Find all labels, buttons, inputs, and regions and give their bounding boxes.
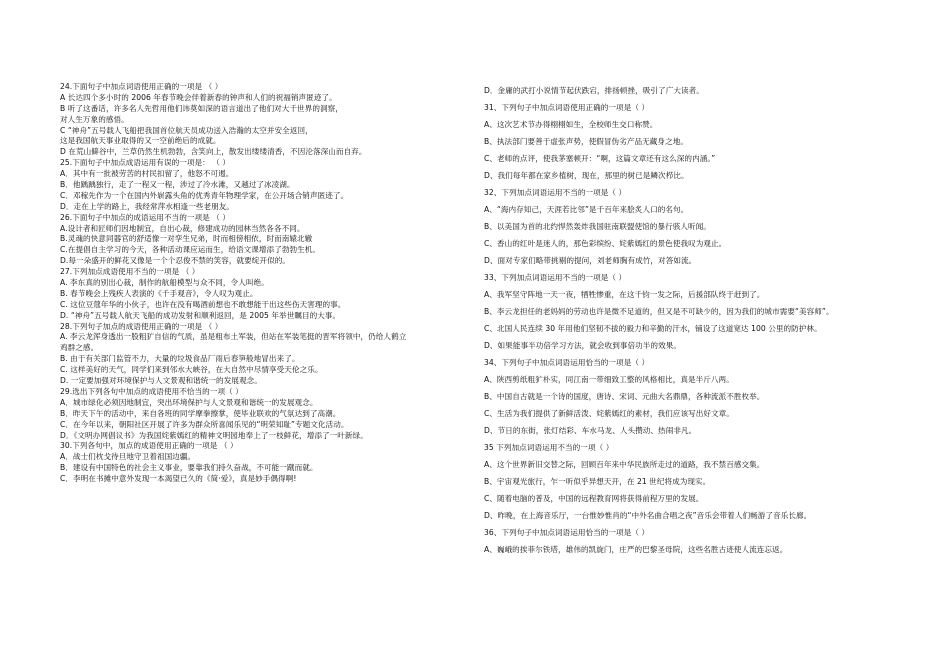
text-line: B.灵魂的快意同器官的舒适像一对孪生兄弟，时而相傍相依，时而南辕北辙	[60, 234, 313, 244]
text-line: B. 由于有关部门监管不力，大量的垃圾食品厂雨后春笋般地冒出来了。	[60, 354, 300, 364]
text-line: C、生活为我们提供了新鲜活泼、姹紫嫣红的素材，我们应该写出好文章。	[484, 409, 734, 418]
text-line: D．《文明办网倡议书》为我国姹紫嫣红的精神文明园地奉上了一枝鲜花，增添了一叶新绿。	[60, 430, 368, 440]
text-line: A、我军坚守阵地一天一夜，牺牲惨重，在这千钧一发之际，后援部队终于赶到了。	[484, 290, 765, 299]
text-line: B．昨天下午的活动中，来自各班的同学摩拳擦掌，使毕业联欢的气氛达到了高潮。	[60, 408, 341, 418]
text-line: A．其中有一批被劳苦的村民扣留了，他怒不可遏。	[60, 169, 234, 179]
text-line: 28.下列句子加点的成语使用正确的一项是 （ ）	[60, 321, 223, 331]
text-line: C、老师的点评，使我茅塞顿开：“啊，这篇文章还有这么深的内涵。”	[484, 154, 716, 163]
text-line: D、我们每年都在家乡植树，现在，那里的树已是鳞次栉比。	[484, 171, 689, 180]
text-line: 29.选出下列各句中加点的成语使用不恰当的一项（ ）	[60, 386, 243, 396]
text-line: A、“海内存知己，天涯若比邻”是千百年来脍炙人口的名句。	[484, 205, 689, 214]
text-line: C.在提倡自主学习的今天，各种活动课应运而生，给语文课增添了勃勃生机。	[60, 245, 321, 255]
text-line: A、巍峨的挨菲尔铁塔，雄伟的凯旋门，庄严的巴黎圣母院，这些名胜古迹使人流连忘返。	[484, 545, 788, 554]
text-line: 35 下列加点词语运用不当的一项（ ）	[484, 443, 614, 452]
text-line: A. 李云龙浑身透出一股粗犷自信的气质，虽是粗布土军装，但站在军装笔挺的晋军将领中，仍给人鹤立	[60, 332, 407, 342]
text-line: B、以美国为首的北约悍然轰炸我国驻南联盟使馆的暴行骇人听闻。	[484, 222, 711, 231]
text-line: A、这次艺术节办得栩栩如生，全校师生交口称赞。	[484, 120, 658, 129]
text-line: C．李明在书摊中意外发现一本渴望已久的《简·爱》，真是妙手偶得啊!	[60, 474, 297, 484]
text-line: 31、下列句子中加点词语使用正确的一项是（ ）	[484, 103, 650, 112]
text-line: D、节日的东街，张灯结彩、车水马龙、人头攒动、热闹非凡。	[484, 426, 697, 435]
text-line: 34、下列句子中加点词语运用恰当的一项是（ ）	[484, 358, 650, 367]
text-line: C．在今年以来，朝阳社区开展了许多为群众所喜闻乐见的“明荣知耻”专题文化活动。	[60, 419, 349, 429]
text-line: B. 春节晚会上残疾人表演的《千手观音》，令人叹为观止。	[60, 288, 258, 298]
text-line: 36、下列句子中加点词语运用恰当的一项是（ ）	[484, 528, 650, 537]
text-line: D、面对专家们略带挑剔的提问，刘老师胸有成竹，对答如流。	[484, 256, 697, 265]
text-line: B、执法部门要善于虚张声势，使假冒伪劣产品无藏身之地。	[484, 137, 688, 146]
text-line: 33、下列加点词语运用不当的一项是（ ）	[484, 273, 627, 282]
text-line: 对人生万象的感悟。	[60, 114, 129, 124]
right-column	[484, 82, 934, 558]
text-line: 24.下面句子中加点词语使用正确的一项是 （ ）	[60, 82, 223, 91]
text-line: D 在荒山僻谷中，兰草仍然生机勃勃，含笑向上，散发出缕缕清香，不因沦落深山而自弃。	[60, 147, 367, 157]
text-line: C、香山的红叶是迷人的，那色彩缤纷、姹紫嫣红的景色使我叹为观止。	[484, 239, 727, 248]
text-line: B 听了这番话，许多名人先哲用他们讳莫如深的语言道出了他们对大千世界的洞察，	[60, 103, 343, 113]
text-line: C、随着电脑的普及，中国的远程教育网将获得前程万里的发展。	[484, 494, 704, 503]
text-line: A 长达四个多小时的 2006 年春节晚会伴着新春的钟声和人们的祝福销声匿迹了。	[60, 92, 337, 102]
text-line: A、这个世界新旧交替之际，回顾百年来中华民族所走过的道路，我不禁百感交集。	[484, 460, 765, 469]
text-line: 27.下列加点成语使用不当的一项是 （ ）	[60, 267, 200, 277]
text-line: D．金庸的武打小说情节起伏跌宕，排扬顿挫，吸引了广大读者。	[484, 86, 704, 95]
text-line: A．战士们枕戈待旦地守卫着祖国边疆。	[60, 452, 196, 462]
text-line: 25.下面句子中加点成语运用有误的一项是： （ ）	[60, 158, 231, 168]
text-line: B．他踽踽独行，走了一程又一程，涉过了冷水滩，又越过了冰凌湖。	[60, 180, 295, 190]
text-line: D、如果能事半功倍学习方法，就会收到事倍功半的效果。	[484, 341, 681, 350]
text-line: D、昨晚，在上海音乐厅，一台惟妙惟肖的“中外名曲合唱之夜”音乐会带着人们畅游了音乐长廊。	[484, 511, 812, 520]
text-line: D.每一朵盛开的鲜花又像是一个个忍俊不禁的笑容，就要绽开似的。	[60, 256, 291, 266]
text-line: C. 这样美好的天气，同学们来到邻水大峡谷，在大自然中尽情享受天伦之乐。	[60, 365, 323, 375]
text-line: A、陕西剪纸粗犷朴实，同江南一带细致工整的风格相比，真是半斤八两。	[484, 375, 734, 384]
left-column	[60, 82, 480, 485]
text-line: B．建设有中国特色的社会主义事业，要靠我们持久奋战，不可能一蹴而就。	[60, 463, 318, 473]
text-line: C. 这位豆蔻年华的小伙子，也许在没有喝酒前想也不敢想能干出这些伤天害理的事。	[60, 299, 346, 309]
text-line: B、宇宙观光旅行，乍一听似乎异想天开，在 21 世纪将成为现实。	[484, 477, 711, 486]
text-line: 鸡群之感。	[60, 343, 99, 353]
text-line: 这是我国航天事业取得的又一空前绝后的成就。	[60, 136, 221, 146]
text-line: C、北国人民连续 30 年用他们坚韧不拔的毅力和辛勤的汗水，铺设了这道宽达 100 公里的防护林。	[484, 324, 822, 333]
text-line: 26.下面句子中加点的成语运用不当的一项是 （ ）	[60, 212, 231, 222]
text-line: D．走在上学的路上，我经常萍水相逢一些老朋友。	[60, 201, 235, 211]
text-line: D. “神舟”五号载人航天飞船的成功发射和顺利返回，是 2005 年举世瞩目的大事。	[60, 310, 341, 320]
text-line: B、李云龙担任的老妈妈的劳动也许是微不足道的，但又是不可缺少的，因为我们的城市需要“美容师”。	[484, 307, 834, 316]
text-line: B、中国自古就是一个诗的国度，唐诗、宋词、元曲大名鼎鼎，各种流派不胜枚举。	[484, 392, 765, 401]
text-line: D. 一定要加强对环境保护与人文景观和谐统一的发展观念。	[60, 376, 262, 386]
text-line: C “神舟”五号载人飞船把我国首位航天员成功送入浩瀚的太空并安全返回，	[60, 125, 313, 135]
text-line: 30.下列各句中，加点的成语使用正确的一项是 （ ）	[60, 441, 238, 451]
text-line: A.设计者和匠师们因地制宜，自出心裁，修建成功的园林当然各各不同。	[60, 223, 305, 233]
text-line: A. 李东真的别出心裁，制作的航船模型与众不同，令人叫绝。	[60, 278, 269, 288]
text-line: C．邓稼先作为一个在国内外崭露头角的优秀青年物理学家，在公开场合销声匿迹了。	[60, 190, 349, 200]
text-line: A．城市绿化必须因地制宜，突出环境保护与人文景观和谐统一的发展观念。	[60, 397, 318, 407]
text-line: 32、下列加点词语运用不当的一项是（ ）	[484, 188, 627, 197]
